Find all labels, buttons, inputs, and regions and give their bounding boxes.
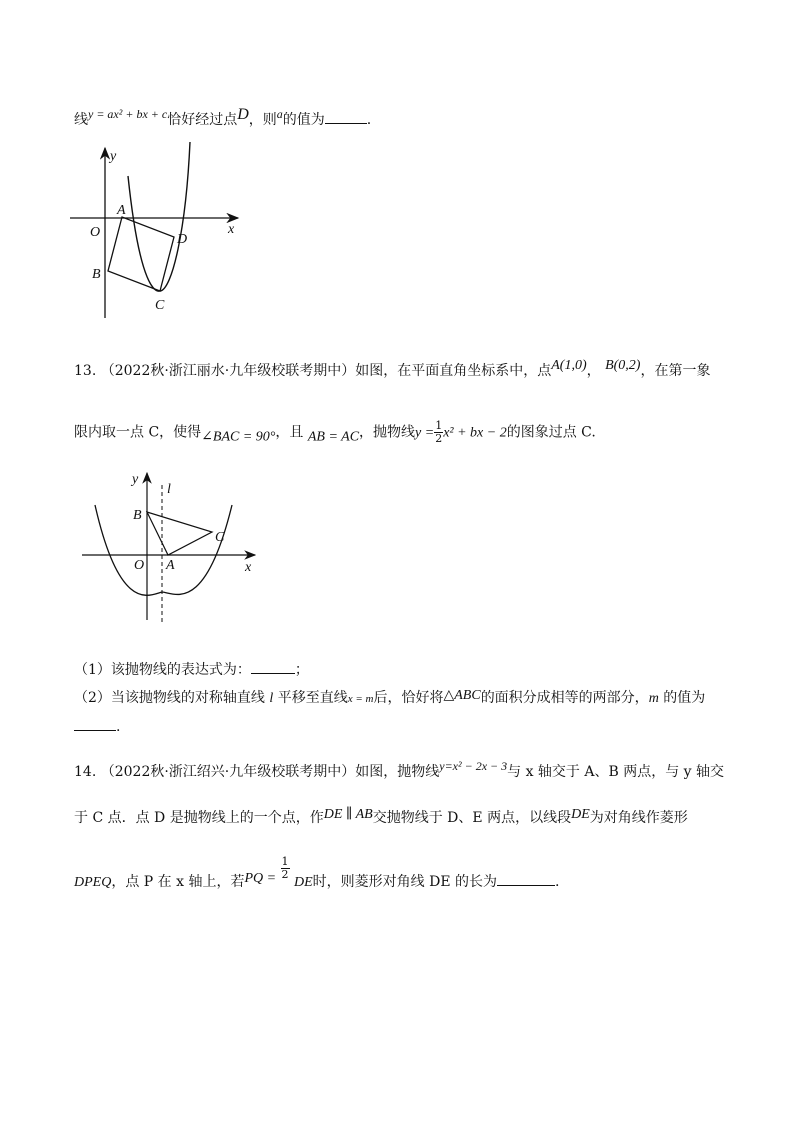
q13-comma: ， [586,363,601,379]
q14-source: （2022秋·浙江绍兴·九年级校联考期中） [100,764,356,780]
q14-text3: 于 C 点．点 D 是抛物线上的一个点，作 [74,810,324,826]
fig2-label-y: y [132,472,139,487]
q12-mid2: ，则 [248,112,277,128]
fig2-label-c: C [215,530,225,545]
q13-sub2-triangle: △ABC [443,688,481,703]
fig2-label-x: x [245,560,252,575]
q14-formula: y=x² − 2x − 3 [439,759,508,773]
q14-end: . [555,874,560,890]
fig1-label-a: A [117,203,126,218]
fig2-triangle-abc [147,512,212,555]
q13-sub2-label: （2）当该抛物线的对称轴直线 [74,690,265,706]
q13-sub2-t3: 的面积分成相等的两部分， [480,690,649,706]
q14-de2: DE [293,875,313,890]
fig2-label-o: O [134,558,145,573]
fig1-label-c: C [155,298,165,313]
q14-text7: 时，则菱形对角线 DE 的长为 [312,874,497,890]
fig2-label-b: B [133,508,142,523]
q12-point-d: D [237,106,249,123]
q13-equal-sides: AB = AC [307,429,360,445]
q14-fraction [281,856,290,881]
q13-angle: ∠BAC = 90° [201,429,276,445]
q13-sub2-blank [74,716,116,731]
q13-sub1-line [74,659,309,680]
q14-text1: 如图，抛物线 [355,764,440,780]
q14-pq: PQ = [244,871,277,886]
q13-sub1-label: （1）该抛物线的表达式为： [74,662,251,678]
fig2-parabola [95,505,232,595]
q14-text5: 为对角线作菱形 [589,810,688,826]
q12-var-a: a [276,107,283,121]
q13-text6: 的图象过点 C. [506,424,596,441]
q13-sub2-xm: x = m [347,693,374,705]
q12-formula: y = ax² + bx + c [88,107,168,121]
q14-de: DE [571,807,590,822]
fig1-square-abcd [108,217,174,291]
fig1-label-x: x [228,222,235,237]
q13-text2: ，在第一象 [640,363,711,379]
q14-text4: 交抛物线于 D、E 两点，以线段 [372,810,572,826]
q14-frac-num: 1 [281,855,289,868]
q13-number: 13. [74,363,97,379]
q14-frac-den: 2 [281,868,289,881]
q14-line-3 [74,856,559,893]
figure-2-diagram [80,465,265,625]
q13-line-1 [74,356,710,381]
q13-sub2-line-2 [74,716,120,737]
q13-parabola-lhs: y = [415,425,435,441]
fig1-label-b: B [92,267,101,282]
q13-line-2 [74,420,596,448]
q12-answer-blank [325,109,367,124]
q13-sub2-m: m [648,691,659,706]
q14-parallel: DE ∥ AB [323,807,373,822]
fig2-label-l: l [167,482,171,497]
q14-line-2 [74,805,688,828]
figure-1-diagram [60,140,250,325]
q13-fraction [434,420,443,445]
q13-sub2-line [74,686,705,709]
q13-text1: 如图，在平面直角坐标系中，点 [355,363,552,379]
q13-text5: ，抛物线 [359,424,416,441]
fig1-label-y: y [110,149,117,164]
q13-point-b: B(0,2) [605,358,641,373]
fig1-label-o: O [90,225,101,240]
q12-mid: 恰好经过点 [167,112,238,128]
fig1-parabola [128,142,190,291]
q13-text3: 限内取一点 C，使得 [74,424,202,441]
q14-text6: ，点 P 在 x 轴上，若 [111,874,245,890]
q12-end: . [366,112,372,128]
q14-line-1 [74,756,724,782]
q13-sub1-end: ； [294,662,309,678]
q12-line [74,104,371,130]
q13-sub2-end: . [116,719,121,735]
q13-sub2-t4: 的值为 [663,690,706,706]
q13-sub1-blank [251,659,295,674]
q12-suffix: 的值为 [282,112,325,128]
q13-sub2-t2: 后，恰好将 [373,690,444,706]
q13-sub2-t1: 平移至直线 [277,690,348,706]
q14-text2: 与 x 轴交于 A、B 两点，与 y 轴交 [507,764,725,780]
q13-frac-den: 2 [435,432,443,445]
q14-number: 14. [74,764,97,780]
q13-point-a: A(1,0) [551,358,587,373]
q14-answer-blank [497,871,555,886]
q14-dpeq: DPEQ [74,875,112,890]
q12-prefix: 线 [74,112,88,128]
fig1-label-d: D [177,232,188,247]
q13-text4: ，且 [275,424,304,441]
fig2-label-a: A [166,558,175,573]
q13-sub2-l: l [269,691,274,706]
q13-parabola-rhs: x² + bx − 2 [443,425,507,441]
q13-frac-num: 1 [435,419,443,432]
q13-source: （2022秋·浙江丽水·九年级校联考期中） [100,363,356,379]
